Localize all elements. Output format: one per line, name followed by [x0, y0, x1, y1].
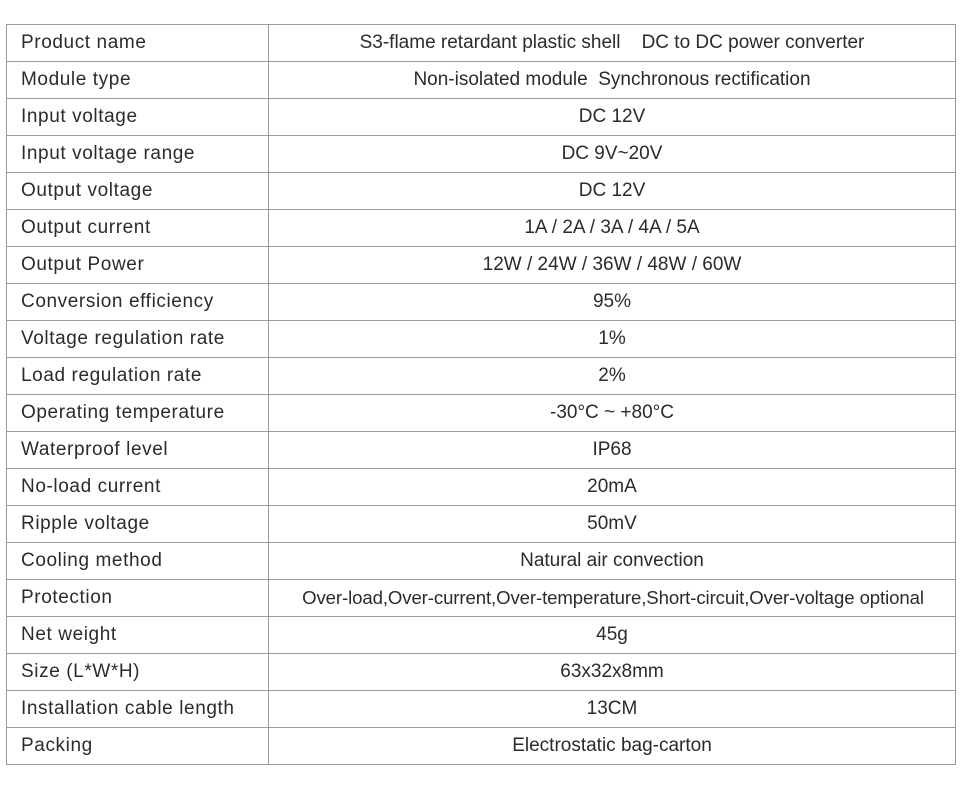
spec-label: Conversion efficiency	[7, 284, 269, 321]
spec-row-output-voltage	[7, 173, 956, 210]
spec-value: DC 12V	[269, 173, 956, 210]
spec-label: Load regulation rate	[7, 358, 269, 395]
spec-label: Net weight	[7, 617, 269, 654]
spec-label: Ripple voltage	[7, 506, 269, 543]
spec-row-ripple-voltage	[7, 506, 956, 543]
spec-label: Input voltage range	[7, 136, 269, 173]
spec-row-operating-temperature	[7, 395, 956, 432]
spec-row-installation-cable-length	[7, 691, 956, 728]
spec-label: Cooling method	[7, 543, 269, 580]
spec-value: S3-flame retardant plastic shell DC to DC power converter	[269, 25, 956, 62]
spec-label: Input voltage	[7, 99, 269, 136]
spec-value: Natural air convection	[269, 543, 956, 580]
spec-label: Protection	[7, 580, 269, 617]
spec-label: Output Power	[7, 247, 269, 284]
spec-value: IP68	[269, 432, 956, 469]
spec-label: Output current	[7, 210, 269, 247]
spec-value: Over-load,Over-current,Over-temperature,Short-circuit,Over-voltage optional	[269, 580, 956, 617]
spec-row-conversion-efficiency	[7, 284, 956, 321]
spec-label: Size (L*W*H)	[7, 654, 269, 691]
spec-row-input-voltage-range	[7, 136, 956, 173]
spec-value: DC 12V	[269, 99, 956, 136]
spec-row-waterproof-level	[7, 432, 956, 469]
spec-value: Non-isolated module Synchronous rectification	[269, 62, 956, 99]
specification-table	[6, 24, 956, 765]
spec-value: Electrostatic bag-carton	[269, 728, 956, 765]
spec-value: 95%	[269, 284, 956, 321]
spec-row-load-regulation-rate	[7, 358, 956, 395]
spec-value: DC 9V~20V	[269, 136, 956, 173]
spec-row-product-name	[7, 25, 956, 62]
spec-row-output-power	[7, 247, 956, 284]
spec-value: 2%	[269, 358, 956, 395]
spec-value: 63x32x8mm	[269, 654, 956, 691]
spec-row-cooling-method	[7, 543, 956, 580]
spec-value: -30°C ~ +80°C	[269, 395, 956, 432]
spec-value: 1%	[269, 321, 956, 358]
spec-row-module-type	[7, 62, 956, 99]
spec-row-output-current	[7, 210, 956, 247]
spec-row-voltage-regulation-rate	[7, 321, 956, 358]
spec-value: 1A / 2A / 3A / 4A / 5A	[269, 210, 956, 247]
spec-row-net-weight	[7, 617, 956, 654]
spec-value: 50mV	[269, 506, 956, 543]
spec-label: Installation cable length	[7, 691, 269, 728]
spec-label: No-load current	[7, 469, 269, 506]
spec-value: 12W / 24W / 36W / 48W / 60W	[269, 247, 956, 284]
spec-value: 13CM	[269, 691, 956, 728]
spec-row-no-load-current	[7, 469, 956, 506]
spec-label: Module type	[7, 62, 269, 99]
spec-row-input-voltage	[7, 99, 956, 136]
spec-label: Operating temperature	[7, 395, 269, 432]
spec-value: 20mA	[269, 469, 956, 506]
spec-label: Waterproof level	[7, 432, 269, 469]
spec-label: Packing	[7, 728, 269, 765]
spec-row-size	[7, 654, 956, 691]
spec-label: Output voltage	[7, 173, 269, 210]
spec-row-packing	[7, 728, 956, 765]
spec-row-protection	[7, 580, 956, 617]
spec-label: Product name	[7, 25, 269, 62]
spec-label: Voltage regulation rate	[7, 321, 269, 358]
spec-value: 45g	[269, 617, 956, 654]
